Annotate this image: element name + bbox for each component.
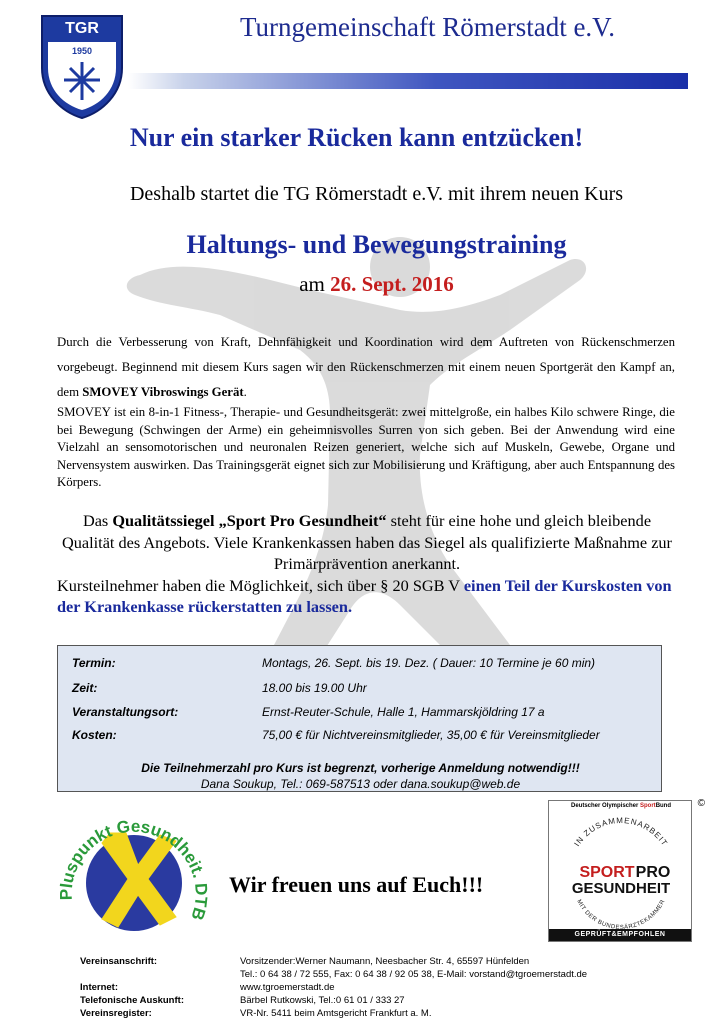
quality-post: steht für eine hohe und gleich bleibende Qualität des Angebots. Viele Krankenkassen haben das Siegel als qualifizierte Maßnahme zur Primärprävention anerkannt. <box>62 511 672 573</box>
course-title: Haltungs- und Bewegungstraining <box>186 230 567 259</box>
date-value: 26. Sept. 2016 <box>330 272 454 296</box>
seal-graphic <box>553 811 689 929</box>
footer-value: www.tgroemerstadt.de <box>240 982 335 993</box>
description-paragraph-2: SMOVEY ist ein 8-in-1 Fitness-, Therapie- und Gesundheitsgerät: zwei mittelgroße, ein halbes Kilo schwere Ringe, die bei Bewegung (Schwingen der Arme) ein geheimnisvolles Surren von sich geben. Bei der Anwendung wird eine Vielzahl an sensomotorischen und neuronalen Reizen generiert, welche sich auf Muskeln, Gewebe, Organe und Nervensystem auswirken. Das Trainingsgerät eignet sich zur Mobilisierung und Kräftigung, aber auch Entspannung des Körpers. <box>57 405 675 489</box>
quality-pre: Das <box>82 511 113 530</box>
p1-text: Durch die Verbesserung von Kraft, Dehnfähigkeit und Koordination wird dem Auftreten von Rückenschmerzen vorgebeugt. Beginnend mit diesem Kurs sagen wir den Rückenschmerzen mit einem neuen Sportgerät den Kampf an, dem <box>57 335 675 399</box>
footer-label: Internet: <box>80 982 118 993</box>
contact-line: Dana Soukup, Tel.: 069-587513 oder dana.soukup@web.de <box>200 777 521 791</box>
pluspunkt-logo-text: Pluspunkt Gesundheit. DTB <box>56 816 211 923</box>
info-label: Termin: <box>72 656 116 670</box>
info-label: Kosten: <box>72 728 117 742</box>
logo-abbr-text: TGR <box>65 20 99 37</box>
logo-year-text: 1950 <box>71 46 93 56</box>
reimb-pre: Kursteilnehmer haben die Möglichkeit, sich über § 20 SGB V <box>57 575 464 595</box>
intro-line: Deshalb startet die TG Römerstadt e.V. mit ihrem neuen Kurs <box>129 183 624 205</box>
footer-label: Telefonische Auskunft: <box>80 995 184 1006</box>
footer-row <box>0 1008 713 1022</box>
quality-seal-name: Qualitätssiegel „Sport Pro Gesundheit“ <box>112 511 387 530</box>
p1-bold: SMOVEY Vibroswings Gerät <box>82 385 244 399</box>
footer-row <box>0 982 713 996</box>
course-info-box <box>57 645 662 792</box>
seal-gesundheit: GESUNDHEIT <box>571 880 671 897</box>
dosb-pre: Deutscher Olympischer <box>570 803 641 809</box>
info-value: 18.00 bis 19.00 Uhr <box>262 681 367 695</box>
footer-row <box>0 956 713 970</box>
footer-value: VR-Nr. 5411 beim Amtsgericht Frankfurt a. M. <box>240 1008 432 1019</box>
dosb-post: Bund <box>655 803 672 809</box>
info-label: Veranstaltungsort: <box>72 705 179 719</box>
seal-top-arc: IN ZUSAMMENARBEIT <box>572 815 670 849</box>
info-value: Ernst-Reuter-Schule, Halle 1, Hammarskjöldring 17 a <box>262 705 545 719</box>
dosb-label <box>549 803 693 809</box>
pluspunkt-gesundheit-logo <box>52 805 212 955</box>
footer-row <box>0 995 713 1009</box>
footer-contact-block <box>0 956 713 1026</box>
footer-value: Tel.: 0 64 38 / 72 555, Fax: 0 64 38 / 92 05 38, E-Mail: vorstand@tgroemerstadt.de <box>240 969 588 980</box>
date-prefix: am <box>299 272 331 296</box>
header-gradient-bar <box>128 73 688 89</box>
reimb-end: . <box>347 597 353 616</box>
quality-seal-paragraph <box>57 510 677 618</box>
organization-name: Turngemeinschaft Römerstadt e.V. <box>240 12 615 42</box>
tgr-club-logo <box>38 12 126 120</box>
footer-value: Bärbel Rutkowski, Tel.:0 61 01 / 333 27 <box>240 995 405 1006</box>
footer-row <box>0 969 713 983</box>
info-value: Montags, 26. Sept. bis 19. Dez. ( Dauer: 10 Termine je 60 min) <box>262 656 596 670</box>
seal-pro: PRO <box>635 864 671 881</box>
quality-block <box>57 510 677 575</box>
reimbursement-line <box>57 576 672 617</box>
course-start-date <box>0 272 713 297</box>
footer-label: Vereinsregister: <box>80 1008 152 1019</box>
seal-footer-label: GEPRÜFT&EMPFOHLEN <box>549 929 691 941</box>
info-value: 75,00 € für Nichtvereinsmitglieder, 35,00 € für Vereinsmitglieder <box>262 728 600 742</box>
copyright-mark: © <box>697 798 705 809</box>
info-label: Zeit: <box>72 681 98 695</box>
footer-value: Vorsitzender:Werner Naumann, Neesbacher Str. 4, 65597 Hünfelden <box>240 956 530 967</box>
headline: Nur ein starker Rücken kann entzücken! <box>129 123 584 152</box>
reimb-highlight: einen Teil der Kurskosten von der Krankenkasse rückerstatten zu lassen <box>57 575 672 616</box>
seal-sport: SPORT <box>579 864 635 881</box>
dosb-red: Sport <box>640 803 656 809</box>
description-paragraph-1 <box>57 330 675 405</box>
registration-notice: Die Teilnehmerzahl pro Kurs ist begrenzt, vorherige Anmeldung notwendig!!! <box>141 761 580 775</box>
closing-line: Wir freuen uns auf Euch!!! <box>229 872 484 897</box>
seal-bottom-arc: MIT DER BUNDESÄRZTEKAMMER <box>575 898 667 929</box>
footer-label: Vereinsanschrift: <box>80 956 158 967</box>
p1-end: . <box>243 385 247 399</box>
sport-pro-gesundheit-seal <box>548 798 705 942</box>
